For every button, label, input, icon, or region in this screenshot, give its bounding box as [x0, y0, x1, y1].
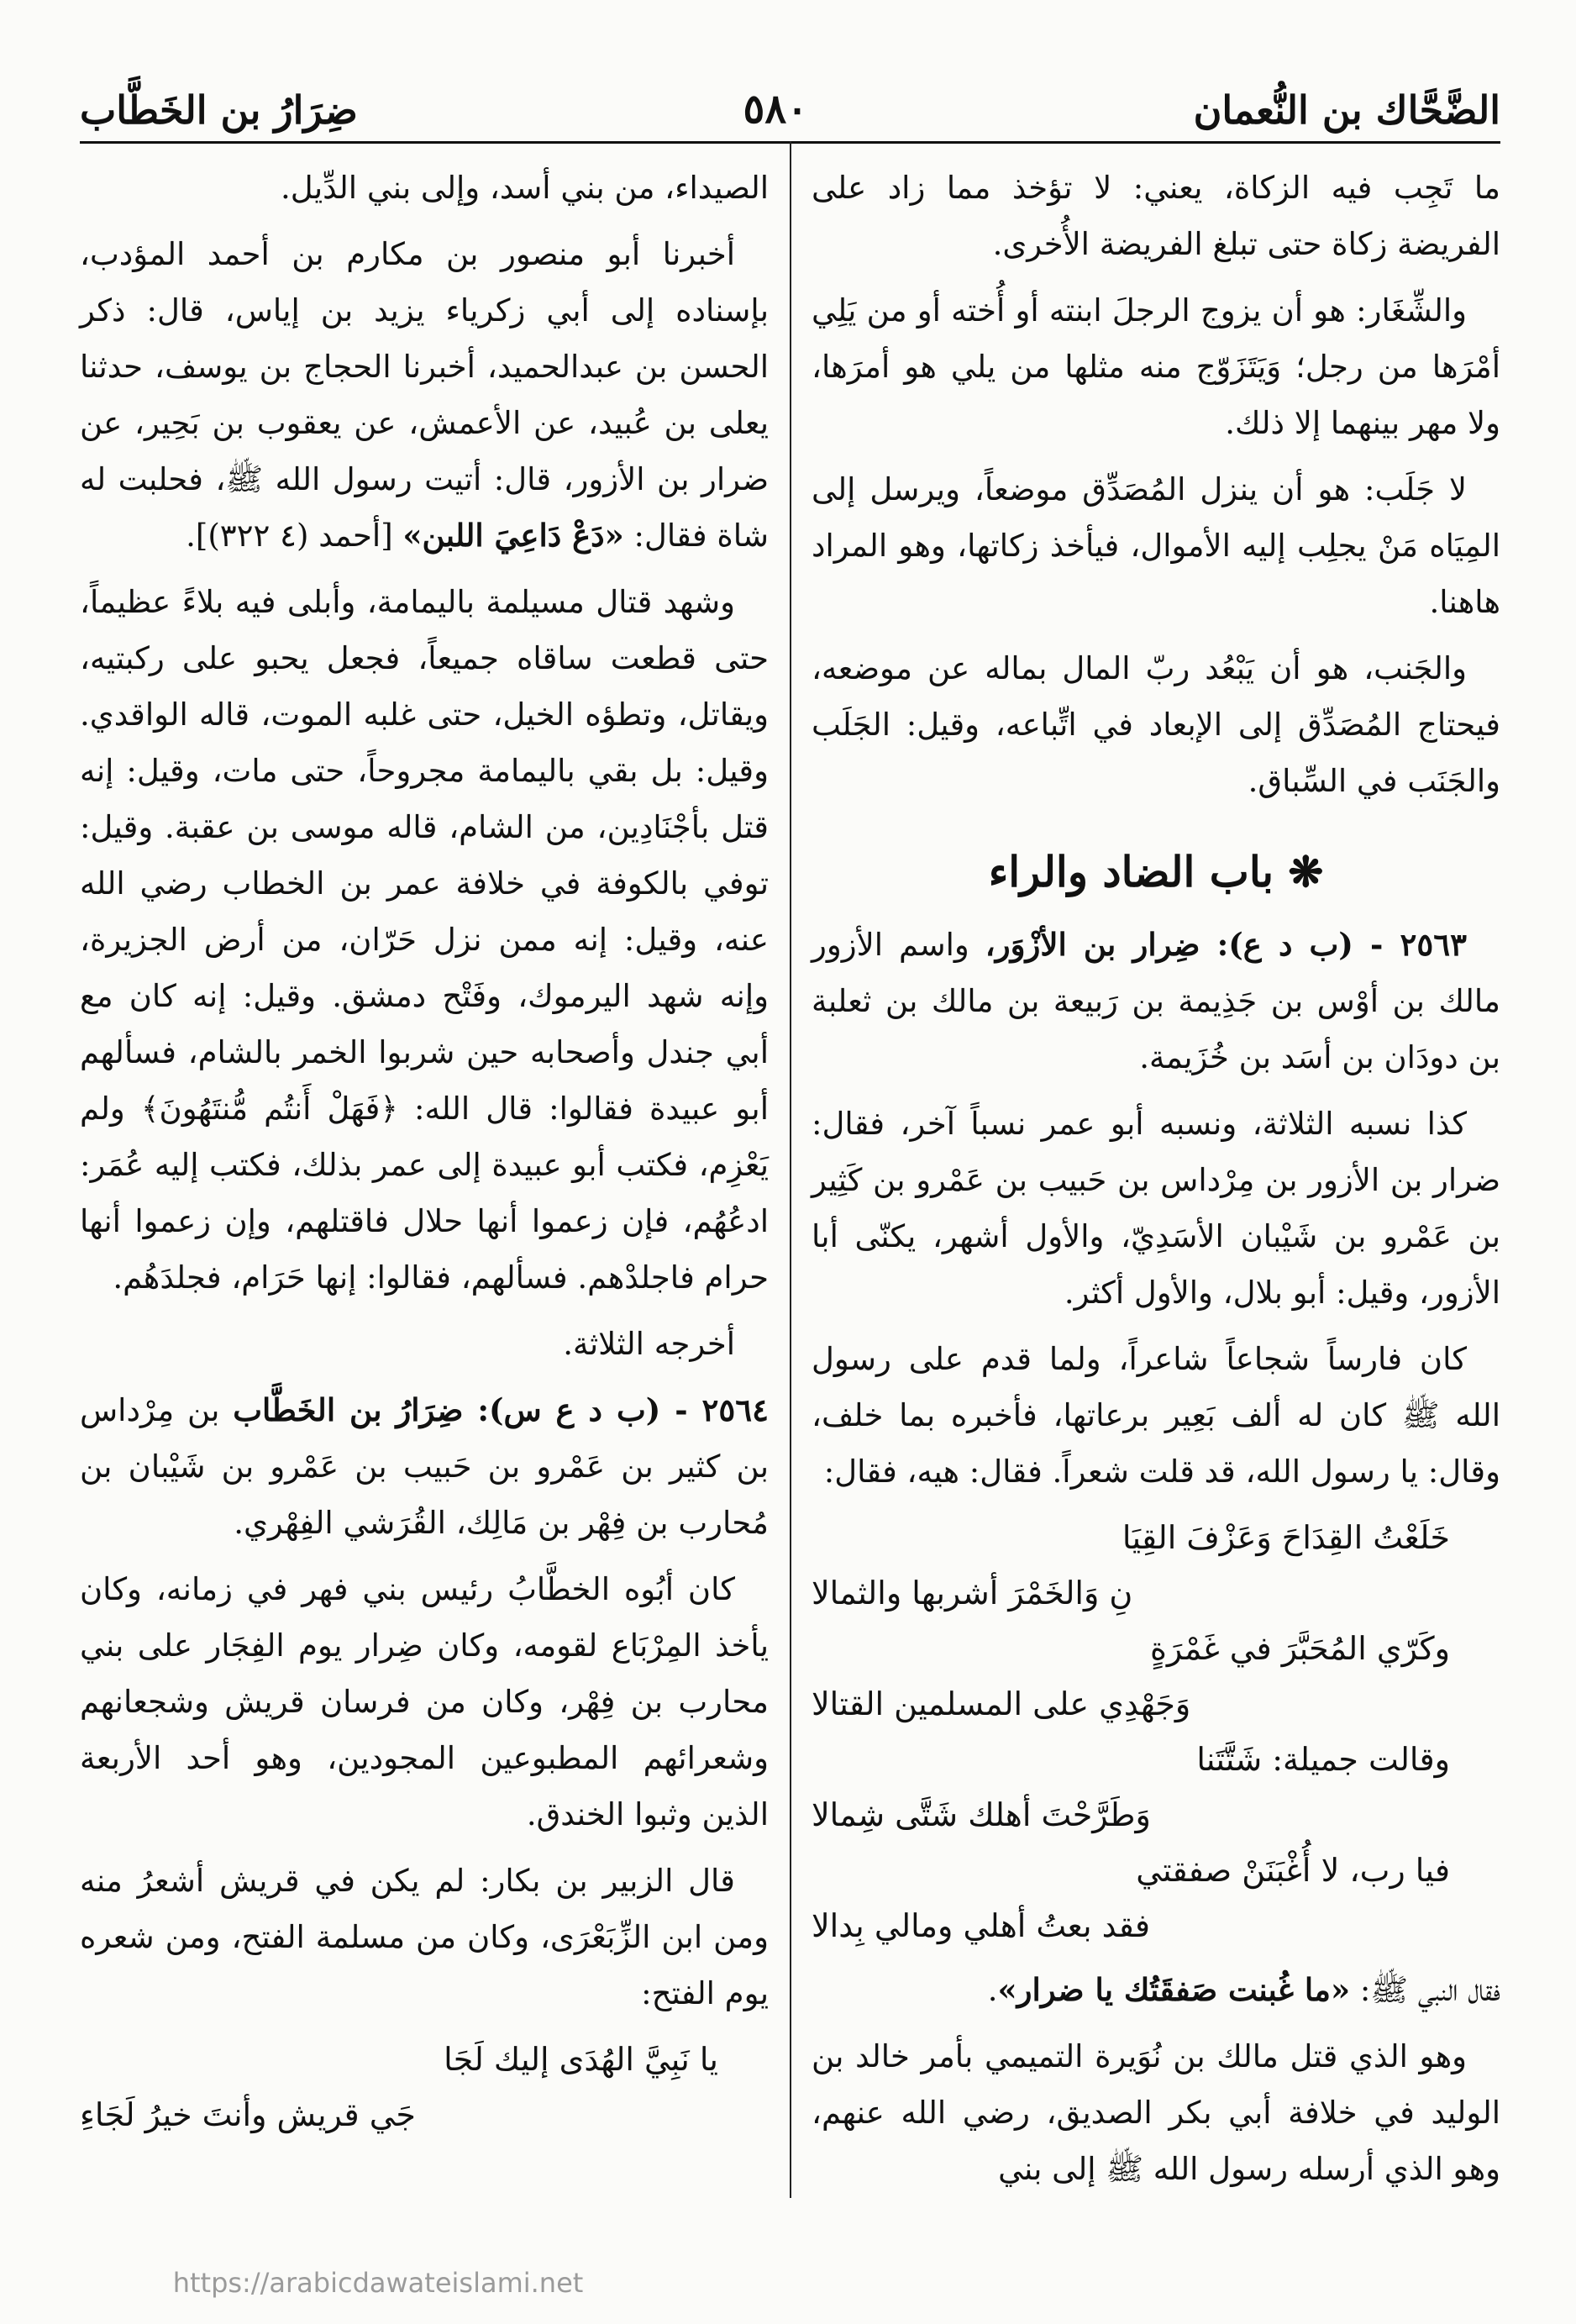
- poem: [80, 2032, 769, 2143]
- verse-line: وقالت جميلة: شَتَّتَنا: [1196, 1741, 1450, 1778]
- running-head-left-title: ضِرَارُ بن الخَطَّاب: [80, 87, 358, 133]
- paragraph: كان فارساً شجاعاً شاعراً، ولما قدم على رسول الله ﷺ كان له ألف بَعِير برعاتها، فأخبره بما خلف، وقال: يا رسول الله، قد قلت شعراً. فقال: هيه، فقال:: [812, 1341, 1500, 1490]
- paragraph: الصيداء، من بني أسد، وإلى بني الدِّيل.: [281, 170, 769, 206]
- entry-title: ٢٥٦٣ - (ب د ع): ضِرار بن الأزْوَر،: [985, 926, 1468, 963]
- verse-line: يا نَبِيَّ الهُدَى إليك لَجَا: [444, 2041, 718, 2078]
- hadith-reference: [أحمد (٤ ٣٢٢)].: [186, 518, 403, 554]
- saying-end: .: [987, 1972, 998, 2008]
- entry-2564: [80, 1382, 769, 1551]
- entry-text: بن مِرْداس بن كثير بن عَمْرو بن حَبيب بن عَمْرو بن شَيْبان بن مُحارب بن فِهْر بن مَالِك، القُرَشي الفِهْري.: [80, 1392, 769, 1541]
- section-heading: ❋ باب الضاد والراء: [988, 847, 1324, 896]
- right-column: [812, 160, 1500, 2207]
- watermark-url: https://arabicdawateislami.net: [172, 2267, 584, 2299]
- paragraph: والجَنب، هو أن يَبْعُد ربّ المال بماله عن موضعه، فيحتاج المُصَدِّق إلى الإبعاد في اتِّباعه، وقيل: الجَلَب والجَنَب في السِّباق.: [812, 650, 1500, 799]
- verse-line: خَلَعْتُ القِدَاحَ وَعَزْفَ القِيَا: [1122, 1519, 1450, 1556]
- verse-line: فقد بعتُ أهلي ومالي بِدالا: [812, 1907, 1151, 1944]
- verse-line: وكَرّي المُحَبَّرَ في غَمْرَةٍ: [1149, 1630, 1450, 1667]
- paragraph: كذا نسبه الثلاثة، ونسبه أبو عمر نسباً آخر، فقال: ضرار بن الأزور بن مِرْداس بن حَبيب بن عَمْرو بن كَثِير بن عَمْرو بن شَيْبان الأسَدِيّ، والأول أشهر، يكنّى أبا الأزور، وقيل: أبو بلال، والأول أكثر.: [812, 1106, 1500, 1311]
- hadith-chain: أخبرنا أبو منصور بن مكارم بن أحمد المؤدب، بإسناده إلى أبي زكرياء يزيد بن إياس، قال: ذكر الحسن بن عبدالحميد، أخبرنا الحجاج بن يوسف، حدثنا يعلى بن عُبيد، عن الأعمش، عن يعقوب بن بَحِير، عن ضرار بن الأزور، قال: أتيت رسول الله ﷺ، فحلبت له شاة فقال:: [80, 236, 769, 554]
- entry-text: واسم الأزور مالك بن أوْس بن جَذِيمة بن رَبيعة بن مالك بن ثعلبة بن دودَان بن أسَد بن خُزَيمة.: [812, 927, 1500, 1075]
- paragraph: كان أبُوه الخطَّابُ رئيس بني فهر في زمانه، وكان يأخذ المِرْبَاع لقومه، وكان ضِرار يوم الفِجَار على بني محارب بن فِهْر، وكان من فرسان قريش وشجعانهم وشعرائهم المطبوعين المجودين، وهو أحد الأربعة الذين وثبوا الخندق.: [80, 1571, 769, 1832]
- verse-line: وَطَرَّحْتَ أهلك شَتَّى شِمالا: [812, 1796, 1151, 1833]
- hadith-quote: «ما غُبنت صَفقَتُك يا ضرار»: [997, 1971, 1351, 2008]
- column-divider: [790, 141, 791, 2198]
- poem: [812, 1510, 1500, 1953]
- hadith-paragraph: [80, 226, 769, 564]
- entry-title: ٢٥٦٤ - (ب د ع س): ضِرَارُ بن الخَطَّاب: [233, 1391, 769, 1428]
- paragraph: ما تَجِب فيه الزكاة، يعني: لا تؤخذ مما زاد على الفريضة زكاة حتى تبلغ الفريضة الأُخرى.: [812, 170, 1500, 262]
- hadith-quote: «دَعْ دَاعِيَ اللبن»: [402, 517, 624, 554]
- paragraph: قال الزبير بن بكار: لم يكن في قريش أشعرُ منه ومن ابن الزِّبَعْرَى، وكان من مسلمة الفتح، ومن شعره يوم الفتح:: [80, 1863, 769, 2011]
- verse-line: وَجَهْدِي على المسلمين القتالا: [812, 1685, 1191, 1722]
- paragraph: لا جَلَب: هو أن ينزل المُصَدِّق موضعاً، ويرسل إلى المِيَاه مَنْ يجلِب إليه الأموال، فيأخذ زكاتها، وهو المراد هاهنا.: [812, 471, 1500, 620]
- running-head-right-title: الضَّحَّاك بن النُّعمان: [1193, 87, 1500, 133]
- page-number: ٥٨٠: [743, 86, 808, 133]
- verse-line: فيا رب، لا أُغْبَنَنْ صفقتي: [1136, 1852, 1450, 1889]
- verse-line: نِ وَالخَمْرَ أشربها والثمالا: [812, 1575, 1133, 1612]
- verse-line: جَي قريش وأنتَ خيرُ لَجَاءِ: [80, 2096, 416, 2133]
- paragraph: والشِّغَار: هو أن يزوج الرجلَ ابنته أو أُخته أو من يَلِي أمْرَها من رجل؛ وَيَتَزَوّج منه مثلها من يلي هو أمرَها، ولا مهر بينهما إلا ذلك.: [812, 292, 1500, 441]
- left-column: [80, 160, 769, 2151]
- prophet-saying: [812, 1962, 1500, 2018]
- paragraph: وهو الذي قتل مالك بن نُوَيرة التميمي بأمر خالد بن الوليد في خلافة أبي بكر الصديق، رضي الله عنهم، وهو الذي أرسله رسول الله ﷺ إلى بني: [812, 2038, 1500, 2187]
- running-head: [80, 74, 1500, 133]
- entry-2563: [812, 917, 1500, 1086]
- paragraph: أخرجه الثلاثة.: [563, 1326, 735, 1362]
- saying-lead: فقال النبي ﷺ:: [1350, 1972, 1500, 2008]
- paragraph: وشهد قتال مسيلمة باليمامة، وأبلى فيه بلاءً عظيماً، حتى قطعت ساقاه جميعاً، فجعل يحبو على ركبتيه، ويقاتل، وتطؤه الخيل، حتى غلبه الموت، قاله الواقدي. وقيل: بل بقي باليمامة مجروحاً، حتى مات، وقيل: إنه قتل بأجْنَادِين، من الشام، قاله موسى بن عقبة. وقيل: توفي بالكوفة في خلافة عمر بن الخطاب رضي الله عنه، وقيل: إنه ممن نزل حَرّان، من أرض الجزيرة، وإنه شهد اليرموك، وفَتْح دمشق. وقيل: إنه كان مع أبي جندل وأصحابه حين شربوا الخمر بالشام، فسألهم أبو عبيدة فقالوا: قال الله: ﴿فَهَلْ أَنتُم مُّنتَهُونَ﴾ ولم يَعْزِم، فكتب أبو عبيدة إلى عمر بذلك، فكتب إليه عُمَر: ادعُهُم، فإن زعموا أنها حلال فاقتلهم، وإن زعموا أنها حرام فاجلدْهم. فسألهم، فقالوا: إنها حَرَام، فجلدَهُم.: [80, 584, 769, 1296]
